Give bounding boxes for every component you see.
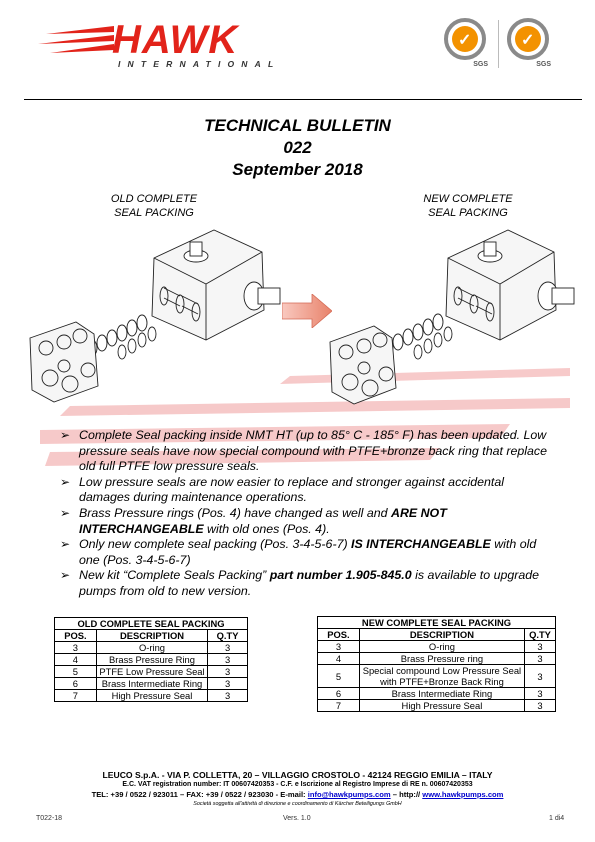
- check-icon: ✓: [458, 32, 472, 49]
- table-row: [318, 653, 556, 665]
- list-item: [60, 537, 550, 568]
- bullet-text: New kit “Complete Seals Packing”: [79, 568, 270, 583]
- table-row: [318, 688, 556, 700]
- hawk-logo: [36, 16, 286, 74]
- pos-cell: 3: [55, 642, 97, 654]
- new-pump-exploded-drawing: [326, 218, 576, 418]
- column-header: DESCRIPTION: [359, 629, 524, 641]
- document-code: T022-18: [36, 815, 63, 822]
- caption-line: OLD COMPLETE: [110, 193, 198, 205]
- table-row: [55, 654, 248, 666]
- new-seal-caption: [398, 192, 538, 220]
- column-header: Q.TY: [208, 630, 248, 642]
- legal-note: Società soggetta all'attività di direzione e coordinamento di Kärcher Beteiligungs GmbH: [193, 801, 402, 807]
- old-seal-caption: [84, 192, 224, 220]
- table-row: [318, 641, 556, 653]
- check-icon: ✓: [521, 32, 535, 49]
- list-item: [60, 568, 550, 599]
- bullet-text: Complete Seal packing inside NMT HT (up to 85° C - 185° F) has been updated. Low pressure seals have now special compound with PTFE+bronze back ring that replace old full PTFE low pressure seals.: [79, 428, 547, 474]
- qty-cell: 3: [208, 690, 248, 702]
- url-prefix-text: – http://: [390, 790, 423, 799]
- cert-label: SGS: [536, 61, 551, 68]
- bullet-emphasis: part number 1.905-845.0: [269, 568, 412, 583]
- bullet-text: Only new complete seal packing (Pos. 3-4-5-6-7): [79, 537, 352, 552]
- pos-cell: 6: [55, 678, 97, 690]
- table-row: [318, 665, 556, 688]
- description-cell: Brass Intermediate Ring: [359, 688, 524, 700]
- qty-cell: 3: [525, 665, 556, 688]
- qty-cell: 3: [525, 653, 556, 665]
- description-cell: PTFE Low Pressure Seal: [96, 666, 207, 678]
- old-seal-table: [54, 617, 248, 702]
- document-version: Vers. 1.0: [283, 815, 311, 822]
- arrow-bullet-icon: ➢: [60, 537, 71, 552]
- bulletin-title: TECHNICAL BULLETIN: [204, 116, 391, 135]
- bulletin-date: September 2018: [232, 160, 363, 179]
- logo-wordmark: HAWK: [112, 18, 239, 62]
- pos-cell: 6: [318, 688, 360, 700]
- iso-cert-badge: [507, 18, 551, 70]
- description-cell: High Pressure Seal: [96, 690, 207, 702]
- table-caption: NEW COMPLETE SEAL PACKING: [318, 617, 556, 629]
- bullet-text: is available to upgrade pumps from old to new version.: [79, 568, 540, 598]
- list-item: [60, 428, 550, 475]
- pos-cell: 5: [55, 666, 97, 678]
- change-notes-list: [60, 428, 550, 600]
- table-row: [55, 666, 248, 678]
- vat-registration: E.C. VAT registration number: IT 00607420353 - C.F. e Iscrizione al Registro Imprese di RE n. 00607420353: [122, 781, 473, 788]
- pos-cell: 7: [55, 690, 97, 702]
- new-seal-table: [317, 616, 556, 712]
- list-item: [60, 506, 550, 537]
- arrow-right-icon: [282, 294, 332, 328]
- qty-cell: 3: [208, 642, 248, 654]
- description-cell: O-ring: [359, 641, 524, 653]
- qty-cell: 3: [208, 678, 248, 690]
- list-item: [60, 475, 550, 506]
- caption-line: NEW COMPLETE: [423, 193, 513, 205]
- description-cell: Brass Pressure ring: [359, 653, 524, 665]
- website-link[interactable]: www.hawkpumps.com: [422, 790, 504, 799]
- header-rule: [24, 99, 582, 100]
- arrow-bullet-icon: ➢: [60, 428, 71, 442]
- arrow-bullet-icon: ➢: [60, 505, 71, 520]
- cert-label: SGS: [473, 61, 488, 68]
- table-row: [55, 690, 248, 702]
- pos-cell: 4: [55, 654, 97, 666]
- table-row: [55, 642, 248, 654]
- divider: [498, 20, 499, 68]
- iso-cert-badge: [444, 18, 488, 70]
- bullet-emphasis: IS INTERCHANGEABLE: [351, 537, 491, 552]
- qty-cell: 3: [525, 700, 556, 712]
- page-number: 1 di4: [549, 815, 565, 822]
- hawk-wing-icon: [36, 22, 116, 62]
- table-caption: OLD COMPLETE SEAL PACKING: [55, 618, 248, 630]
- pos-cell: 4: [318, 653, 360, 665]
- bullet-emphasis: ARE NOT INTERCHANGEABLE: [79, 505, 447, 536]
- qty-cell: 3: [525, 641, 556, 653]
- caption-line: SEAL PACKING: [428, 207, 508, 219]
- table-row: [318, 700, 556, 712]
- qty-cell: 3: [208, 654, 248, 666]
- bullet-text: with old one (Pos. 3-4-5-6-7): [79, 537, 537, 567]
- description-cell: Brass Pressure Ring: [96, 654, 207, 666]
- column-header: POS.: [318, 629, 360, 641]
- bullet-text: with old ones (Pos. 4).: [203, 521, 330, 536]
- arrow-bullet-icon: ➢: [60, 474, 71, 489]
- description-cell: Special compound Low Pressure Seal with PTFE+Bronze Back Ring: [359, 665, 524, 688]
- description-cell: High Pressure Seal: [359, 700, 524, 712]
- arrow-bullet-icon: ➢: [60, 568, 71, 583]
- column-header: DESCRIPTION: [96, 630, 207, 642]
- column-header: POS.: [55, 630, 97, 642]
- description-cell: Brass Intermediate Ring: [96, 678, 207, 690]
- company-address: LEUCO S.p.A. - VIA P. COLLETTA, 20 – VILLAGGIO CROSTOLO - 42124 REGGIO EMILIA – ITALY: [102, 770, 493, 780]
- pos-cell: 3: [318, 641, 360, 653]
- old-pump-exploded-drawing: [24, 218, 286, 418]
- description-cell: O-ring: [96, 642, 207, 654]
- logo-subtitle: INTERNATIONAL: [118, 59, 281, 69]
- phone-fax-text: TEL: +39 / 0522 / 923011 – FAX: +39 / 0522 / 923030 - E-mail:: [91, 790, 308, 799]
- qty-cell: 3: [208, 666, 248, 678]
- qty-cell: 3: [525, 688, 556, 700]
- table-row: [55, 678, 248, 690]
- pos-cell: 7: [318, 700, 360, 712]
- pos-cell: 5: [318, 665, 360, 688]
- column-header: Q.TY: [525, 629, 556, 641]
- contact-line: [0, 790, 595, 799]
- caption-line: SEAL PACKING: [114, 207, 194, 219]
- bullet-text: Brass Pressure rings (Pos. 4) have changed as well and: [79, 505, 391, 520]
- bulletin-number: 022: [283, 138, 312, 157]
- email-link[interactable]: info@hawkpumps.com: [307, 790, 391, 799]
- bullet-text: Low pressure seals are now easier to replace and stronger against accidental damages during maintenance operations.: [79, 474, 504, 505]
